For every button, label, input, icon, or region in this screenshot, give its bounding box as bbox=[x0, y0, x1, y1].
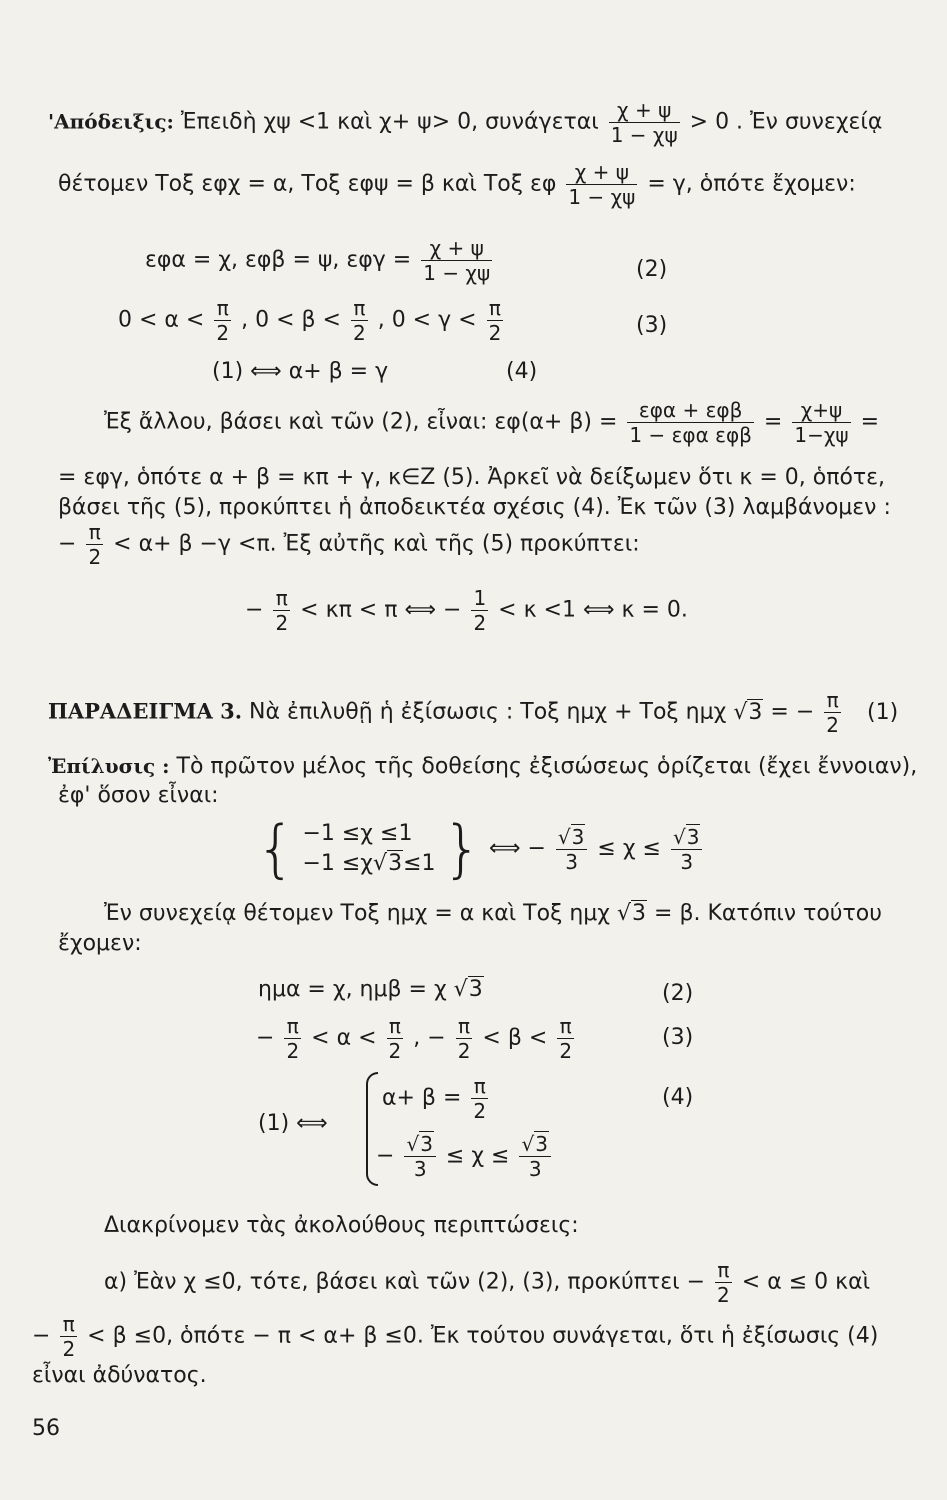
proof-line-2 bbox=[58, 160, 856, 209]
fraction bbox=[471, 1074, 488, 1123]
equation-text: < κπ < π ⟺ − bbox=[300, 597, 462, 623]
denominator: 1 − χψ bbox=[568, 185, 636, 209]
row-text: ≤ χ ≤ bbox=[445, 1143, 510, 1169]
denominator: 3 bbox=[528, 1157, 542, 1181]
fraction bbox=[671, 825, 702, 874]
system-2-iff: (1) ⟺ bbox=[258, 1111, 328, 1136]
proof-label: 'Απόδειξις: bbox=[48, 109, 174, 134]
denominator: 2 bbox=[473, 611, 487, 635]
sqrt: √3 bbox=[521, 1132, 548, 1156]
case-a-line-1 bbox=[104, 1258, 870, 1307]
numerator: χ+ψ bbox=[792, 398, 850, 423]
equation-4: (1) ⟺ α+ β = γ bbox=[212, 359, 389, 384]
denominator: 2 bbox=[826, 713, 839, 737]
radicand: 3 bbox=[388, 851, 403, 876]
numerator: π bbox=[557, 1014, 574, 1039]
equation-3 bbox=[118, 296, 506, 345]
solution-label: Ἐπίλυσις : bbox=[48, 754, 170, 778]
denominator: 2 bbox=[216, 321, 230, 345]
proof-line-6 bbox=[58, 520, 640, 569]
example-heading bbox=[48, 688, 898, 737]
numerator: χ + ψ bbox=[421, 236, 492, 261]
numerator bbox=[671, 825, 702, 850]
radicand: 3 bbox=[632, 901, 647, 926]
right-brace: } bbox=[442, 812, 482, 885]
sqrt: √3 bbox=[733, 699, 763, 725]
denominator: 2 bbox=[88, 545, 102, 569]
proof-line-3 bbox=[104, 398, 879, 447]
radicand: 3 bbox=[686, 824, 700, 849]
radicand: 3 bbox=[748, 699, 763, 725]
equals-sign: = bbox=[763, 409, 783, 435]
minus-sign: − bbox=[795, 699, 815, 725]
numerator: χ + ψ bbox=[566, 160, 637, 185]
equation-text: , − bbox=[413, 1025, 446, 1051]
row-text: −1 ≤χ bbox=[302, 851, 374, 876]
minus-sign: − bbox=[376, 1143, 395, 1169]
proof-text: θέτομεν Τοξ εφχ = α, Τοξ εφψ = β καὶ Τοξ εφ bbox=[58, 171, 557, 197]
denominator: 2 bbox=[62, 1337, 76, 1361]
fraction bbox=[351, 296, 368, 345]
fraction bbox=[284, 1014, 301, 1063]
proof-line-1 bbox=[48, 98, 882, 147]
equation-text: ημα = χ, ημβ = χ bbox=[258, 977, 447, 1002]
equation-text: < κ <1 ⟺ κ = 0. bbox=[498, 597, 688, 623]
equation-tag: (2) bbox=[636, 257, 668, 282]
numerator bbox=[556, 825, 587, 850]
sqrt: √3 bbox=[406, 1132, 433, 1156]
numerator: π bbox=[284, 1014, 301, 1039]
case-text: α) Ἐὰν χ ≤0, τότε, βάσει καὶ τῶν (2), (3), προκύπτει − bbox=[104, 1269, 706, 1295]
numerator: π bbox=[471, 1074, 488, 1099]
system-1 bbox=[256, 812, 705, 885]
left-brace: { bbox=[256, 812, 296, 885]
numerator: χ + ψ bbox=[609, 98, 680, 123]
equation-text: , 0 < β < bbox=[241, 307, 341, 333]
equation-b2 bbox=[258, 976, 484, 1004]
fraction bbox=[60, 1312, 77, 1361]
denominator: 3 bbox=[413, 1157, 427, 1181]
equation-tag: (1) bbox=[866, 699, 899, 725]
equation-tag: (2) bbox=[662, 981, 694, 1006]
denominator: 1−χψ bbox=[794, 423, 849, 447]
case-a-line-2 bbox=[32, 1312, 878, 1361]
numerator: π bbox=[715, 1258, 732, 1283]
example-title: ΠΑΡΑΔΕΙΓΜΑ 3. bbox=[48, 698, 243, 724]
equation-text: ⟺ − bbox=[488, 836, 546, 861]
next-line-2: ἔχομεν: bbox=[58, 931, 142, 956]
equation-tag: (4) bbox=[506, 359, 538, 384]
sqrt: √3 bbox=[616, 901, 647, 926]
sqrt: √3 bbox=[373, 851, 403, 876]
equation-text: 0 < α < bbox=[118, 307, 205, 333]
radicand: 3 bbox=[571, 824, 585, 849]
cases-intro: Διακρίνομεν τὰς ἀκολούθους περιπτώσεις: bbox=[104, 1213, 579, 1238]
fraction bbox=[86, 520, 103, 569]
proof-text: Ἐπειδὴ χψ <1 καὶ χ+ ψ> 0, συνάγεται bbox=[180, 109, 599, 135]
numerator: π bbox=[60, 1312, 77, 1337]
sqrt: √3 bbox=[557, 824, 585, 849]
denominator: 2 bbox=[286, 1039, 300, 1063]
fraction bbox=[404, 1132, 435, 1181]
equation-b3 bbox=[256, 1014, 577, 1063]
minus-sign: − bbox=[256, 1025, 275, 1051]
equals-sign: = bbox=[770, 699, 789, 725]
numerator: π bbox=[86, 520, 103, 545]
fraction bbox=[792, 398, 850, 447]
radicand: 3 bbox=[468, 977, 483, 1002]
fraction bbox=[557, 1014, 574, 1063]
equation-tag: (3) bbox=[662, 1025, 694, 1050]
denominator: 2 bbox=[457, 1039, 471, 1063]
denominator: 2 bbox=[473, 1099, 487, 1123]
denominator: 2 bbox=[559, 1039, 573, 1063]
numerator: π bbox=[273, 586, 290, 611]
denominator: 3 bbox=[565, 849, 579, 874]
numerator: 1 bbox=[473, 586, 487, 610]
fraction bbox=[556, 825, 587, 874]
fraction bbox=[214, 296, 231, 345]
equation-text: , 0 < γ < bbox=[377, 307, 477, 333]
minus-sign: − bbox=[58, 531, 77, 557]
equation-text: < α < bbox=[311, 1025, 377, 1051]
body-text: = β. Κατόπιν τούτου bbox=[654, 901, 882, 926]
fraction bbox=[824, 688, 841, 737]
solution-text: Τὸ πρῶτον μέλος τῆς δοθείσης ἐξισώσεως ὁρίζεται (ἔχει ἔννοιαν), bbox=[176, 754, 918, 779]
case-text: < β ≤0, ὁπότε − π < α+ β ≤0. Ἐκ τούτου συνάγεται, ὅτι ἡ ἐξίσωσις (4) bbox=[87, 1323, 879, 1349]
solution-line-1 bbox=[48, 752, 917, 781]
fraction bbox=[487, 296, 504, 345]
radicand: 3 bbox=[535, 1132, 548, 1156]
denominator: 1 − χψ bbox=[423, 261, 491, 285]
page-number: 56 bbox=[32, 1416, 60, 1441]
fraction bbox=[456, 1014, 473, 1063]
denominator: 2 bbox=[352, 321, 366, 345]
minus-sign: − bbox=[245, 597, 264, 623]
system-rows bbox=[302, 819, 435, 879]
equation-text: ≤ χ ≤ bbox=[597, 836, 661, 861]
fraction bbox=[519, 1132, 550, 1181]
fraction bbox=[715, 1258, 732, 1307]
sqrt: √3 bbox=[672, 824, 700, 849]
denominator: 2 bbox=[275, 611, 289, 635]
fraction bbox=[421, 236, 492, 285]
row-text: ≤1 bbox=[403, 851, 436, 876]
equation-tag: (3) bbox=[636, 313, 668, 338]
next-line-1 bbox=[104, 900, 882, 928]
fraction bbox=[566, 160, 637, 209]
system-row: −1 ≤χ ≤1 bbox=[302, 821, 413, 846]
numerator bbox=[404, 1132, 435, 1157]
proof-line-5: βάσει τῆς (5), προκύπτει ἡ ἀποδεικτέα σχέσις (4). Ἐκ τῶν (3) λαμβάνομεν : bbox=[58, 495, 891, 520]
numerator: π bbox=[351, 296, 368, 321]
numerator bbox=[519, 1132, 550, 1157]
proof-text: = γ, ὁπότε ἔχομεν: bbox=[647, 171, 856, 197]
numerator: π bbox=[456, 1014, 473, 1039]
example-text: Νὰ ἐπιλυθῇ ἡ ἐξίσωσις : Τοξ ημχ + Τοξ ημχ bbox=[249, 699, 727, 725]
denominator: 2 bbox=[717, 1283, 730, 1307]
equation-tag: (4) bbox=[662, 1085, 694, 1110]
proof-text: < α+ β −γ <π. Ἐξ αὐτῆς καὶ τῆς (5) προκύπτει: bbox=[113, 531, 640, 557]
row-text: α+ β = bbox=[382, 1085, 462, 1111]
equals-sign: = bbox=[860, 409, 880, 435]
radicand: 3 bbox=[420, 1132, 433, 1156]
equation-2 bbox=[145, 236, 495, 285]
fraction bbox=[627, 398, 754, 447]
proof-line-7 bbox=[245, 586, 688, 635]
fraction bbox=[609, 98, 680, 147]
denominator: 3 bbox=[680, 849, 694, 874]
numerator: π bbox=[824, 688, 841, 713]
numerator: π bbox=[387, 1014, 404, 1039]
fraction bbox=[387, 1014, 404, 1063]
body-text: Ἐν συνεχείᾳ θέτομεν Τοξ ημχ = α καὶ Τοξ ημχ bbox=[104, 901, 610, 926]
case-text: < α ≤ 0 καὶ bbox=[741, 1269, 871, 1295]
case-a-line-3: εἶναι ἀδύνατος. bbox=[32, 1363, 207, 1388]
denominator: 2 bbox=[388, 1039, 402, 1063]
proof-text: Ἐξ ἄλλου, βάσει καὶ τῶν (2), εἶναι: εφ(α+ β) = bbox=[104, 409, 618, 435]
system-2-row-2 bbox=[376, 1132, 554, 1181]
denominator: 1 − χψ bbox=[610, 123, 678, 147]
equation-text: εφα = χ, εφβ = ψ, εφγ = bbox=[145, 247, 412, 273]
numerator: εφα + εφβ bbox=[627, 398, 754, 423]
numerator: π bbox=[214, 296, 231, 321]
equation-text: < β < bbox=[482, 1025, 548, 1051]
proof-text: > 0 . Ἐν συνεχείᾳ bbox=[689, 109, 883, 135]
proof-line-4: = εφγ, ὁπότε α + β = κπ + γ, κ∈Ζ (5). Ἀρκεῖ νὰ δείξωμεν ὅτι κ = 0, ὁπότε, bbox=[58, 465, 886, 490]
sqrt: √3 bbox=[453, 977, 483, 1002]
minus-sign: − bbox=[32, 1323, 51, 1349]
system-2-row-1 bbox=[382, 1074, 491, 1123]
denominator: 2 bbox=[488, 321, 502, 345]
fraction bbox=[471, 586, 488, 635]
numerator: π bbox=[487, 296, 504, 321]
fraction bbox=[273, 586, 290, 635]
denominator: 1 − εφα εφβ bbox=[629, 423, 752, 447]
solution-line-2: ἐφ' ὅσον εἶναι: bbox=[58, 783, 219, 808]
system-row bbox=[302, 849, 435, 879]
